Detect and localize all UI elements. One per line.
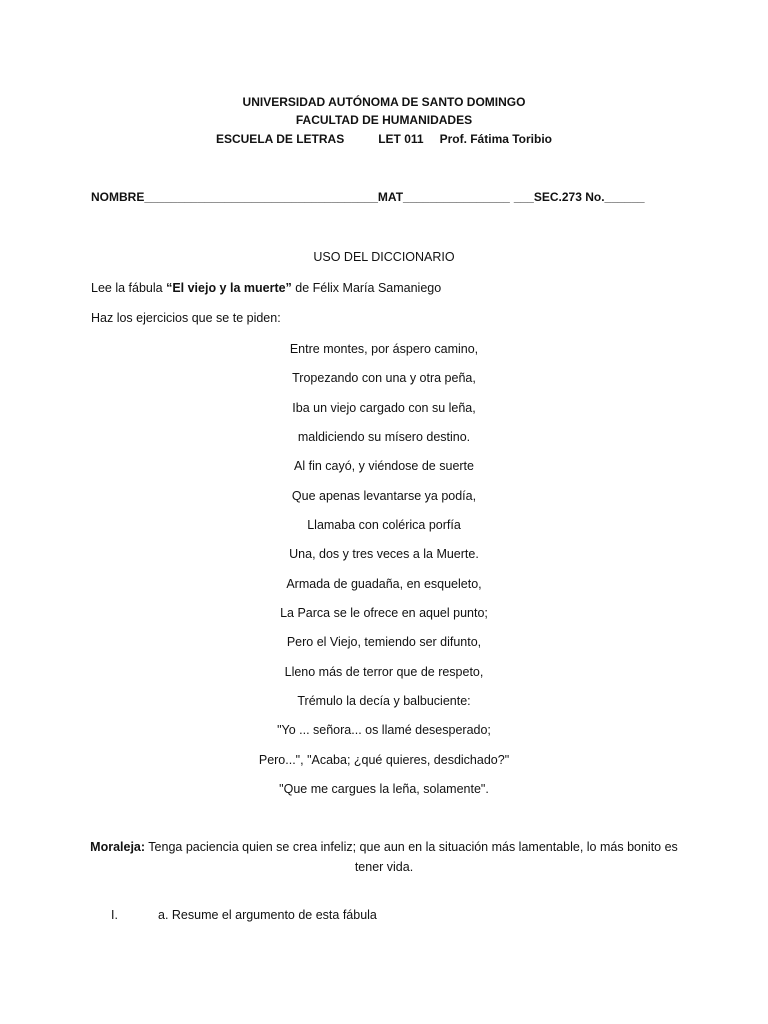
poem-verse: Llamaba con colérica porfía bbox=[307, 518, 461, 532]
poem-verse: Trémulo la decía y balbuciente: bbox=[297, 694, 471, 708]
poem-verse: Lleno más de terror que de respeto, bbox=[284, 665, 484, 679]
exercise-number: I. bbox=[111, 908, 118, 922]
poem-verse: "Que me cargues la leña, solamente". bbox=[279, 782, 489, 796]
poem-verse: maldiciendo su mísero destino. bbox=[297, 430, 471, 444]
school-course-line bbox=[0, 131, 768, 147]
moral-text: Tenga paciencia quien se crea infeliz; que aun en la situación más lamentable, lo más bonito es tener vida. bbox=[145, 840, 678, 874]
intro-prefix: Lee la fábula bbox=[91, 281, 167, 295]
section-title: USO DEL DICCIONARIO bbox=[313, 250, 455, 264]
poem-verse: La Parca se le ofrece en aquel punto; bbox=[280, 606, 488, 620]
poem-verse: Una, dos y tres veces a la Muerte. bbox=[289, 547, 479, 561]
poem-verse: Al fin cayó, y viéndose de suerte bbox=[294, 459, 474, 473]
intro-line bbox=[91, 280, 441, 296]
instructions: Haz los ejercicios que se te piden: bbox=[91, 311, 281, 325]
fable-title: “El viejo y la muerte” bbox=[166, 281, 292, 295]
poem-verse: Tropezando con una y otra peña, bbox=[292, 371, 476, 385]
faculty-name: FACULTAD DE HUMANIDADES bbox=[295, 113, 473, 127]
moral-paragraph bbox=[88, 837, 680, 877]
poem-verse: Pero...", "Acaba; ¿qué quieres, desdichado?" bbox=[258, 753, 510, 767]
exercise-text: a. Resume el argumento de esta fábula bbox=[158, 908, 377, 922]
nombre-field: NOMBRE___________________________________ bbox=[91, 190, 378, 204]
intro-suffix: de Félix María Samaniego bbox=[291, 281, 442, 295]
sec-field: ___SEC.273 No.______ bbox=[513, 190, 645, 204]
moral-label: Moraleja: bbox=[90, 840, 146, 854]
poem-verse: Que apenas levantarse ya podía, bbox=[291, 489, 477, 503]
university-name: UNIVERSIDAD AUTÓNOMA DE SANTO DOMINGO bbox=[242, 95, 526, 109]
poem-verse: "Yo ... señora... os llamé desesperado; bbox=[277, 723, 491, 737]
mat-field: MAT________________ bbox=[377, 190, 510, 204]
poem-verse: Iba un viejo cargado con su leña, bbox=[292, 401, 476, 415]
poem-verse: Armada de guadaña, en esqueleto, bbox=[286, 577, 482, 591]
poem-verse: Pero el Viejo, temiendo ser difunto, bbox=[286, 635, 482, 649]
course-code: LET 011 bbox=[378, 132, 424, 146]
school-name: ESCUELA DE LETRAS bbox=[215, 132, 345, 146]
student-info-line bbox=[91, 189, 645, 205]
professor-name: Prof. Fátima Toribio bbox=[439, 132, 553, 146]
poem-verse: Entre montes, por áspero camino, bbox=[289, 342, 479, 356]
